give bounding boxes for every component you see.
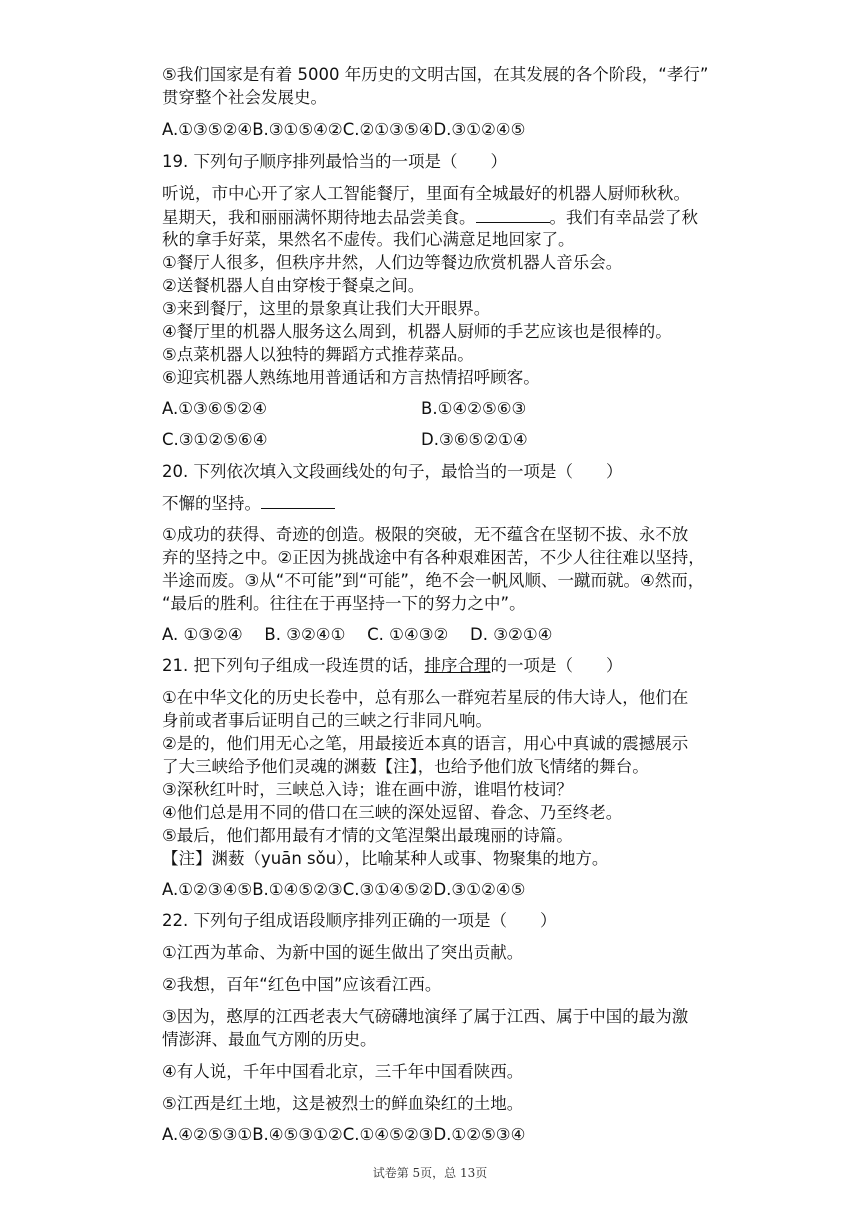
q19-item-3: ③来到餐厅，这里的景象真让我们大开眼界。: [162, 299, 491, 318]
q19-passage-line3: 秋的拿手好菜，果然名不虚传。我们心满意足地回家了。: [162, 230, 575, 249]
q21-line6: ④他们总是用不同的借口在三峡的深处逗留、眷念、乃至终老。: [162, 803, 623, 822]
q19-option-a: A.①③⑥⑤②④: [162, 399, 267, 418]
q20-title: 20. 下列依次填入文段画线处的句子，最恰当的一项是（ ）: [162, 462, 623, 481]
q21-line7: ⑤最后，他们都用最有才情的文笔涅槃出最瑰丽的诗篇。: [162, 826, 573, 845]
q18-sentence-5-line2: 贯穿整个社会发展史。: [162, 88, 327, 107]
q21-line4: 了大三峡给予他们灵魂的渊薮【注】，也给予他们放飞情绪的舞台。: [162, 757, 649, 776]
q22-line1: ①江西为革命、为新中国的诞生做出了突出贡献。: [162, 943, 524, 962]
q19-item-6: ⑥迎宾机器人熟练地用普通话和方言热情招呼顾客。: [162, 368, 540, 387]
q20-passage-line4: “最后的胜利。往往在于再坚持一下的努力之中”。: [162, 594, 526, 613]
q21-title-post: 的一项是（ ）: [490, 656, 623, 675]
q18-sentence-5-line1: ⑤我们国家是有着 5000 年历史的文明古国，在其发展的各个阶段，“孝行”: [162, 65, 709, 84]
q22-options: A.④②⑤③①B.④⑤③①②C.①④⑤②③D.①②⑤③④: [162, 1125, 526, 1144]
q19-blank: [476, 206, 550, 223]
q21-line5: ③深秋红叶时，三峡总入诗；谁在画中游，谁唱竹枝词？: [162, 780, 573, 799]
q20-passage-line3: 半途而废。③从“不可能”到“可能”，绝不会一帆风顺、一蹴而就。④然而，: [162, 571, 705, 590]
q21-note: 【注】渊薮（yuān sǒu），比喻某种人或事、物聚集的地方。: [162, 849, 609, 868]
q19-item-5: ⑤点菜机器人以独特的舞蹈方式推荐菜品。: [162, 345, 474, 364]
q19-passage-line2a: 星期天，我和丽丽满怀期待地去品尝美食。: [162, 208, 476, 227]
q22-line3: ③因为，憨厚的江西老表大气磅礴地演绎了属于江西、属于中国的最为激: [162, 1007, 689, 1026]
q19-item-1: ①餐厅人很多，但秩序井然，人们边等餐边欣赏机器人音乐会。: [162, 253, 623, 272]
q19-passage-line2: [162, 206, 698, 229]
q22-title: 22. 下列句子组成语段顺序排列正确的一项是（ ）: [162, 911, 557, 930]
q19-option-d: D.③⑥⑤②①④: [421, 430, 528, 449]
q22-line5: ④有人说，千年中国看北京，三千年中国看陕西。: [162, 1062, 524, 1081]
q21-options: A.①②③④⑤B.①④⑤②③C.③①④⑤②D.③①②④⑤: [162, 880, 526, 899]
q19-title: 19. 下列句子顺序排列最恰当的一项是（ ）: [162, 152, 507, 171]
q20-options: A. ①③②④ B. ③②④① C. ①④③② D. ③②①④: [162, 625, 553, 644]
q19-option-c: C.③①②⑤⑥④: [162, 430, 268, 449]
q21-title: [162, 655, 623, 677]
q21-line3: ②是的，他们用无心之笔，用最接近本真的语言，用心中真诚的震撼展示: [162, 734, 689, 753]
q22-line2: ②我想，百年“红色中国”应该看江西。: [162, 975, 442, 994]
q21-title-underlined: 排序合理: [424, 656, 491, 675]
q20-passage-line1: ①成功的获得、奇迹的创造。极限的突破，无不蕴含在坚韧不拔、永不放: [162, 525, 689, 544]
q19-passage-line1: 听说，市中心开了家人工智能餐厅，里面有全城最好的机器人厨师秋秋。: [162, 184, 690, 203]
q19-option-b: B.①④②⑤⑥③: [421, 399, 527, 418]
q19-item-4: ④餐厅里的机器人服务这么周到，机器人厨师的手艺应该也是很棒的。: [162, 322, 672, 341]
q21-title-pre: 21. 把下列句子组成一段连贯的话，: [162, 656, 425, 675]
q21-line1: ①在中华文化的历史长卷中，总有那么一群宛若星辰的伟大诗人，他们在: [162, 688, 689, 707]
q20-passage-line2: 弃的坚持之中。②正因为挑战途中有各种艰难困苦，不少人往往难以坚持，: [162, 548, 705, 567]
q22-line6: ⑤江西是红土地，这是被烈士的鲜血染红的土地。: [162, 1094, 524, 1113]
page-footer: 试卷第 5页，总 13页: [372, 1166, 488, 1180]
q18-options: A.①③⑤②④B.③①⑤④②C.②①③⑤④D.③①②④⑤: [162, 120, 526, 139]
q20-lead: [162, 492, 335, 515]
q21-line2: 身前或者事后证明自己的三峡之行非同凡响。: [162, 711, 492, 730]
q19-item-2: ②送餐机器人自由穿梭于餐桌之间。: [162, 276, 425, 295]
q22-line4: 情澎湃、最血气方刚的历史。: [162, 1030, 377, 1049]
q19-passage-line2b: 。我们有幸品尝了秋: [549, 208, 698, 227]
q20-blank: [261, 492, 335, 509]
q20-lead-text: 不懈的坚持。: [162, 494, 261, 513]
